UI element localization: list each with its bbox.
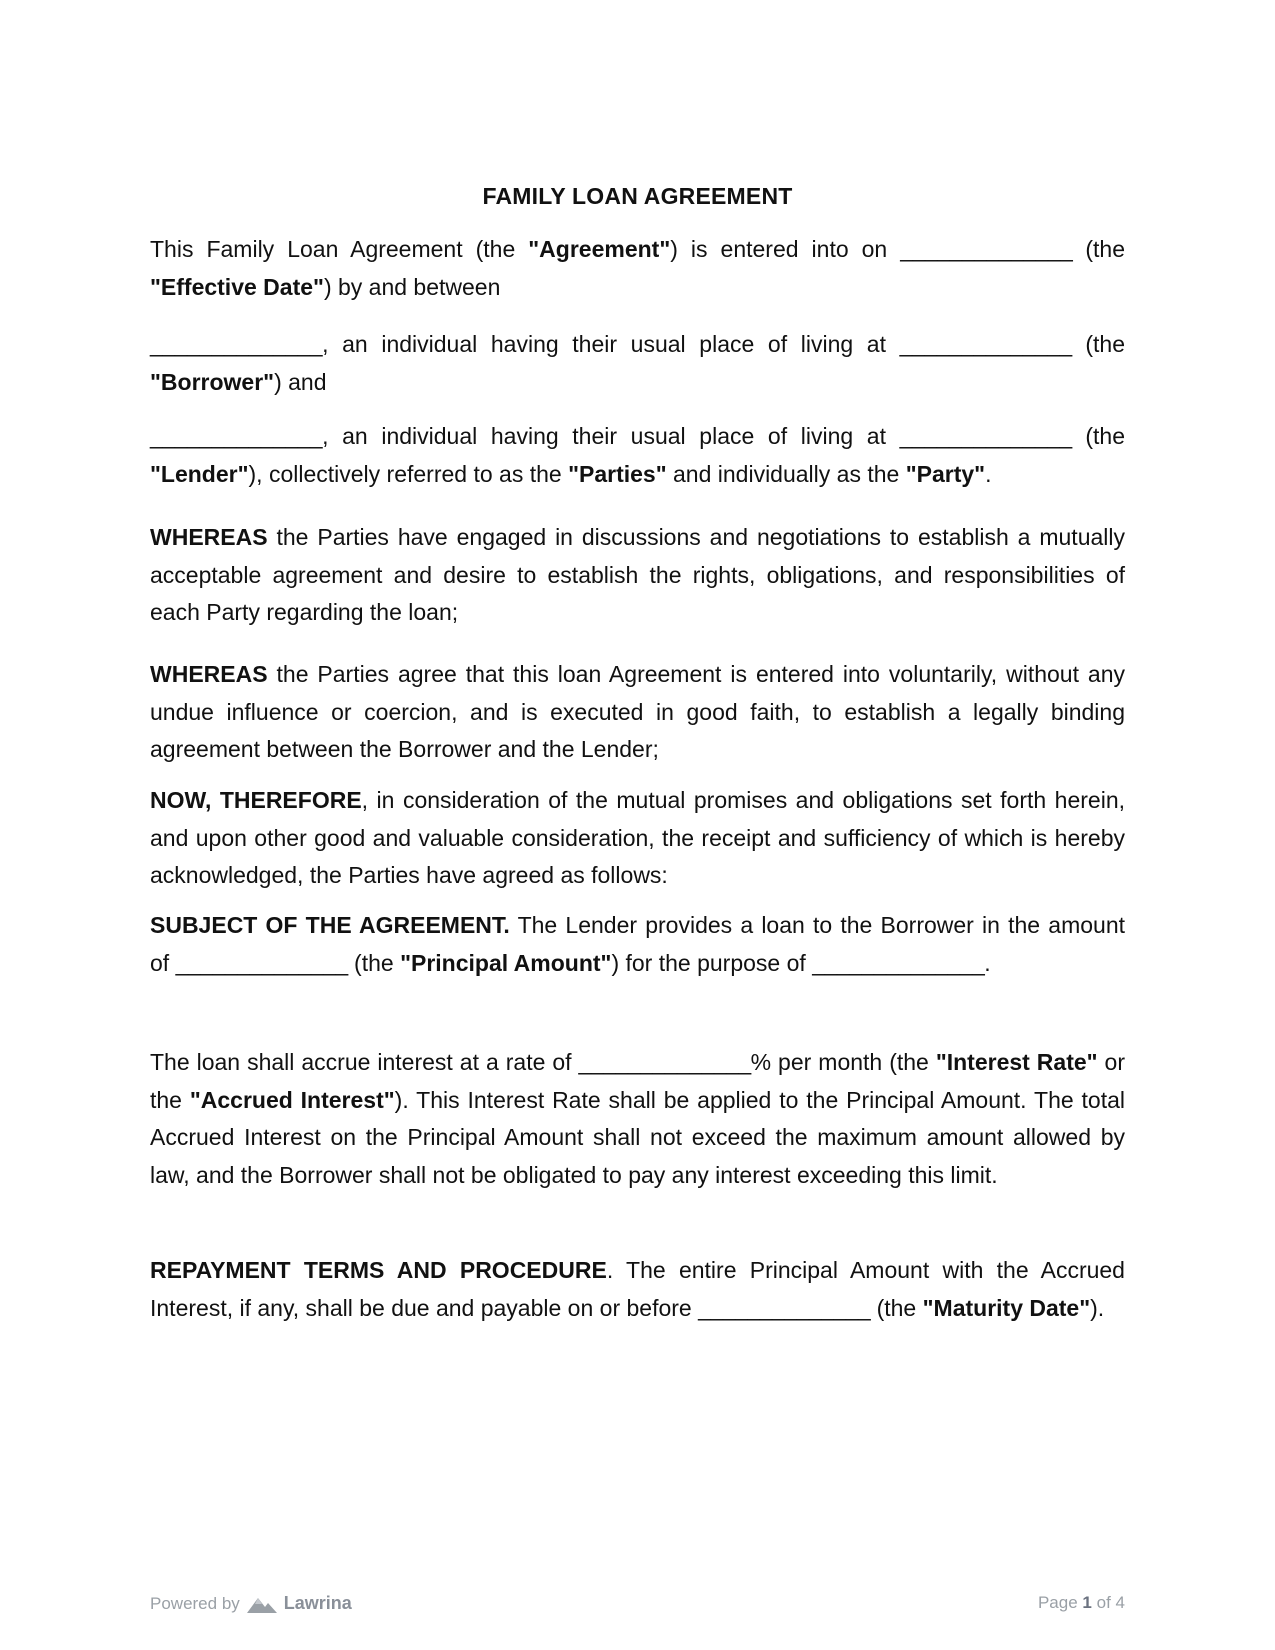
interest-paragraph — [150, 1044, 1125, 1194]
brand-name: Lawrina — [283, 1593, 352, 1613]
defined-term-effective-date: "Effective Date" — [150, 273, 324, 300]
text: (the — [870, 1294, 923, 1321]
lender-name-blank[interactable]: ______________ — [150, 423, 323, 449]
defined-term-parties: "Parties" — [568, 460, 667, 487]
intro-paragraph — [150, 231, 1125, 306]
defined-term-accrued-interest: "Accrued Interest" — [189, 1086, 395, 1113]
text: the Parties have engaged in discussions and negotiations to establish a mutually acceptable agreement and desire to establish the rights, obligations, and responsibilities of each Party regarding the loan; — [150, 524, 1125, 625]
document-title: FAMILY LOAN AGREEMENT — [482, 183, 793, 209]
page-indicator — [1038, 1593, 1125, 1613]
whereas-lead: WHEREAS — [150, 661, 268, 687]
section-heading-repayment: REPAYMENT TERMS AND PROCEDURE — [150, 1257, 607, 1283]
text: (the — [1071, 331, 1125, 357]
borrower-address-blank[interactable]: ______________ — [899, 331, 1072, 357]
defined-term-lender: "Lender" — [150, 460, 249, 487]
text: The loan shall accrue interest at a rate of — [150, 1049, 579, 1075]
subject-paragraph — [150, 907, 1125, 982]
text: . — [984, 949, 991, 976]
page-of-label: of — [1096, 1593, 1111, 1612]
mountain-logo-icon — [247, 1595, 277, 1613]
text: and individually as the — [666, 460, 906, 487]
defined-term-party: "Party" — [905, 460, 986, 487]
maturity-date-blank[interactable]: ______________ — [698, 1294, 871, 1321]
text: ), collectively referred to as the — [248, 460, 569, 487]
defined-term-interest-rate: "Interest Rate" — [935, 1049, 1098, 1075]
current-page-number: 1 — [1082, 1593, 1092, 1612]
text: . The entire Principal Amount with the Accrued Interest, if any, shall be due and payable on or before — [150, 1257, 1125, 1321]
text: , an individual having their usual place of living at — [322, 331, 900, 357]
whereas-paragraph-1 — [150, 519, 1125, 632]
text: or the — [150, 1049, 1125, 1113]
powered-by-label: Powered by — [150, 1593, 240, 1613]
text: ). This Interest Rate shall be applied to the Principal Amount. The total Accrued Interest on the Principal Amount shall not exceed the maximum amount allowed by law, and the Borrower shall not be obligated to pay any interest exceeding this limit. — [150, 1086, 1125, 1188]
text: the Parties agree that this loan Agreement is entered into voluntarily, without any undue influence or coercion, and is executed in good faith, to establish a legally binding agreement between the Borrower and the Lender; — [150, 661, 1125, 762]
whereas-paragraph-2 — [150, 656, 1125, 769]
text: % per month (the — [750, 1049, 936, 1075]
loan-purpose-blank[interactable]: ______________ — [812, 949, 985, 976]
defined-term-agreement: "Agreement" — [528, 236, 671, 262]
text: (the — [1072, 236, 1125, 262]
defined-term-principal-amount: "Principal Amount" — [400, 949, 612, 976]
text: This Family Loan Agreement (the — [150, 236, 529, 262]
principal-amount-blank[interactable]: ______________ — [175, 949, 348, 976]
text: , an individual having their usual place of living at — [322, 423, 900, 449]
text: (the — [347, 949, 401, 976]
page-label: Page — [1037, 1593, 1078, 1612]
lender-paragraph — [150, 418, 1125, 493]
borrower-paragraph — [150, 326, 1125, 401]
borrower-name-blank[interactable]: ______________ — [150, 331, 323, 357]
now-therefore-lead: NOW, THEREFORE — [150, 787, 362, 813]
interest-rate-blank[interactable]: ______________ — [578, 1049, 751, 1075]
whereas-lead: WHEREAS — [150, 524, 268, 550]
text: ) by and between — [323, 273, 501, 300]
effective-date-blank[interactable]: ______________ — [900, 236, 1073, 262]
text: (the — [1071, 423, 1125, 449]
lender-address-blank[interactable]: ______________ — [899, 423, 1072, 449]
text: ). — [1090, 1294, 1105, 1321]
defined-term-maturity-date: "Maturity Date" — [922, 1294, 1091, 1321]
text: ) and — [274, 368, 327, 395]
section-heading-subject: SUBJECT OF THE AGREEMENT. — [150, 912, 510, 938]
total-pages: 4 — [1115, 1593, 1125, 1612]
powered-by-footer[interactable] — [150, 1593, 352, 1614]
text: . — [985, 460, 992, 487]
text: ) is entered into on — [670, 236, 901, 262]
text: ) for the purpose of — [611, 949, 813, 976]
now-therefore-paragraph — [150, 782, 1125, 895]
defined-term-borrower: "Borrower" — [150, 368, 275, 395]
repayment-paragraph — [150, 1252, 1125, 1327]
text: , in consideration of the mutual promises and obligations set forth herein, and upon other good and valuable consideration, the receipt and sufficiency of which is hereby acknowledged, the Parties have agreed as follows: — [150, 787, 1126, 888]
text: The Lender provides a loan to the Borrower in the amount of — [150, 912, 1125, 976]
